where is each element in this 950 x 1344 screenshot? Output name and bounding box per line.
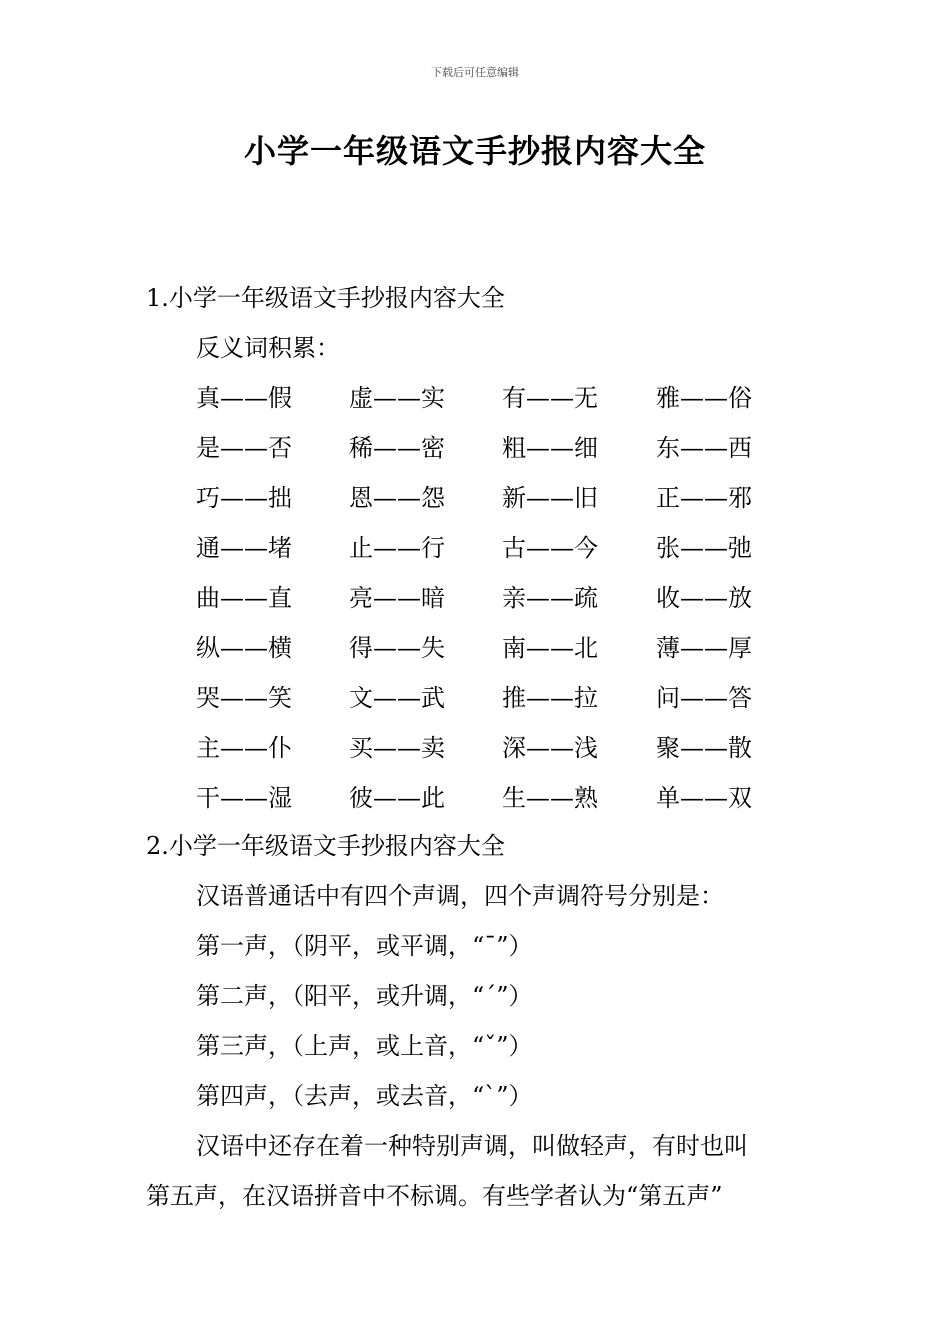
antonym-pair: 薄——厚	[656, 634, 752, 662]
antonym-pair: 亲——疏	[502, 584, 598, 612]
antonym-pair: 曲——直	[196, 584, 292, 612]
section2-heading: 2.小学一年级语文手抄报内容大全	[146, 832, 505, 860]
antonym-pair: 得——失	[349, 634, 445, 662]
antonym-pair: 纵——横	[196, 634, 292, 662]
antonym-pair: 古——今	[502, 534, 598, 562]
section1-heading: 1.小学一年级语文手抄报内容大全	[146, 284, 505, 312]
antonym-pair: 正——邪	[656, 484, 752, 512]
antonym-pair: 东——西	[656, 434, 752, 462]
antonym-pair: 深——浅	[502, 734, 598, 762]
antonym-pair: 是——否	[196, 434, 292, 462]
antonym-pair: 巧——拙	[196, 484, 292, 512]
tone-line: 第二声，（阳平，或升调，“ˊ”）	[196, 982, 533, 1010]
tone-line: 第三声，（上声，或上音，“ˇ”）	[196, 1032, 533, 1060]
antonym-pair: 彼——此	[349, 784, 445, 812]
section1-subheading: 反义词积累：	[196, 334, 340, 362]
antonym-pair: 有——无	[502, 384, 598, 412]
antonym-pair: 亮——暗	[349, 584, 445, 612]
antonym-pair: 文——武	[349, 684, 445, 712]
antonym-pair: 稀——密	[349, 434, 445, 462]
antonym-pair: 真——假	[196, 384, 292, 412]
tone-line: 第一声，（阴平，或平调，“ˉ”）	[196, 932, 533, 960]
tone-line: 第四声，（去声，或去音，“ˋ”）	[196, 1082, 533, 1110]
antonym-pair: 生——熟	[502, 784, 598, 812]
antonym-pair: 买——卖	[349, 734, 445, 762]
antonym-pair: 哭——笑	[196, 684, 292, 712]
antonym-pair: 干——湿	[196, 784, 292, 812]
antonym-pair: 止——行	[349, 534, 445, 562]
antonym-pair: 虚——实	[349, 384, 445, 412]
paragraph-line: 第五声，在汉语拼音中不标调。有些学者认为“第五声”	[146, 1182, 723, 1210]
section2-intro: 汉语普通话中有四个声调，四个声调符号分别是：	[196, 882, 724, 910]
antonym-pair: 通——堵	[196, 534, 292, 562]
antonym-pair: 问——答	[656, 684, 752, 712]
header-note: 下载后可任意编辑	[431, 66, 519, 79]
antonym-pair: 粗——细	[502, 434, 598, 462]
antonym-pair: 南——北	[502, 634, 598, 662]
antonym-pair: 恩——怨	[349, 484, 445, 512]
antonym-pair: 主——仆	[196, 734, 292, 762]
antonym-pair: 聚——散	[656, 734, 752, 762]
antonym-pair: 单——双	[656, 784, 752, 812]
paragraph-line: 汉语中还存在着一种特别声调，叫做轻声，有时也叫	[196, 1132, 748, 1160]
document-title: 小学一年级语文手抄报内容大全	[243, 132, 706, 170]
antonym-pair: 雅——俗	[656, 384, 752, 412]
antonym-pair: 张——弛	[656, 534, 752, 562]
antonym-pair: 收——放	[656, 584, 752, 612]
antonym-pair: 推——拉	[502, 684, 598, 712]
antonym-pair: 新——旧	[502, 484, 598, 512]
